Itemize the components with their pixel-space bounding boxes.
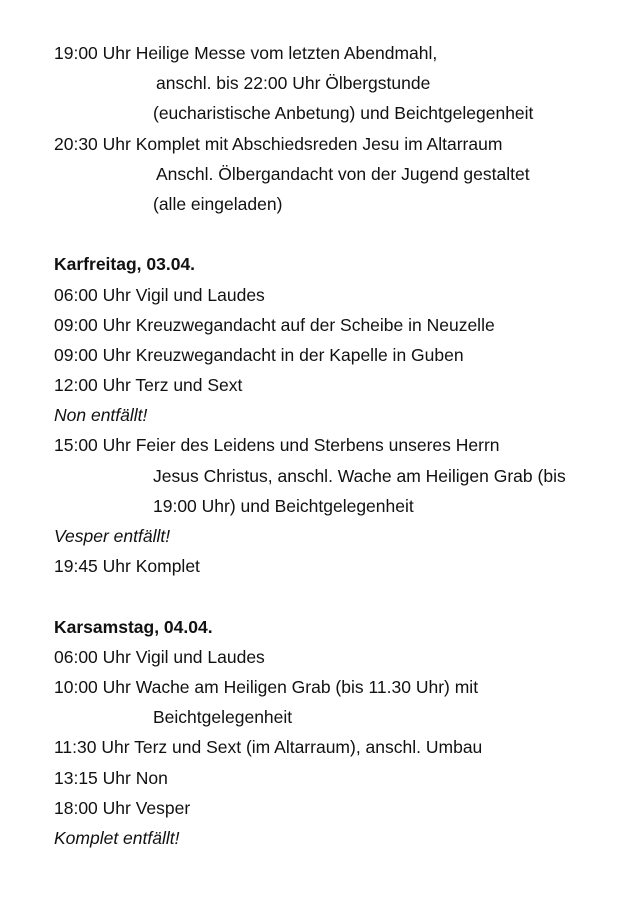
schedule-line: Beichtgelegenheit <box>153 707 293 728</box>
schedule-line: 11:30 Uhr Terz und Sext (im Altarraum), anschl. Umbau <box>54 737 483 758</box>
schedule-line: 09:00 Uhr Kreuzwegandacht auf der Scheibe in Neuzelle <box>54 314 495 335</box>
schedule-line: 15:00 Uhr Feier des Leidens und Sterbens unseres Herrn <box>54 435 500 456</box>
cancelled-note: Non entfällt! <box>54 405 148 426</box>
schedule-line: 19:00 Uhr Heilige Messe vom letzten Abendmahl, <box>54 43 438 63</box>
schedule-line: 19:45 Uhr Komplet <box>54 556 200 577</box>
schedule-line: Anschl. Ölbergandacht von der Jugend gestaltet <box>156 163 530 184</box>
karsamstag-heading: Karsamstag, 04.04. <box>54 616 213 637</box>
cancelled-note: Vesper entfällt! <box>54 526 171 546</box>
schedule-line: 13:15 Uhr Non <box>54 767 168 788</box>
schedule-line: anschl. bis 22:00 Uhr Ölbergstunde <box>156 73 431 94</box>
schedule-line: 19:00 Uhr) und Beichtgelegenheit <box>153 495 414 516</box>
schedule-line: 12:00 Uhr Terz und Sext <box>54 375 243 396</box>
section-spacer <box>54 581 624 611</box>
schedule-line: (eucharistische Anbetung) und Beichtgelegenheit <box>153 103 534 124</box>
schedule-line: 20:30 Uhr Komplet mit Abschiedsreden Jesu im Altarraum <box>54 133 503 154</box>
karfreitag-heading: Karfreitag, 03.04. <box>54 254 196 275</box>
schedule-line: 10:00 Uhr Wache am Heiligen Grab (bis 11.30 Uhr) mit <box>54 676 479 697</box>
schedule-line: 09:00 Uhr Kreuzwegandacht in der Kapelle in Guben <box>54 344 464 365</box>
schedule-line: (alle eingeladen) <box>153 193 283 214</box>
schedule-line: 06:00 Uhr Vigil und Laudes <box>54 646 265 667</box>
section-spacer <box>54 219 624 249</box>
cancelled-note: Komplet entfällt! <box>54 827 180 848</box>
schedule-line: 06:00 Uhr Vigil und Laudes <box>54 284 265 305</box>
schedule-line: Jesus Christus, anschl. Wache am Heiligen Grab (bis <box>153 465 566 486</box>
schedule-document <box>54 38 624 853</box>
schedule-line: 18:00 Uhr Vesper <box>54 797 191 818</box>
